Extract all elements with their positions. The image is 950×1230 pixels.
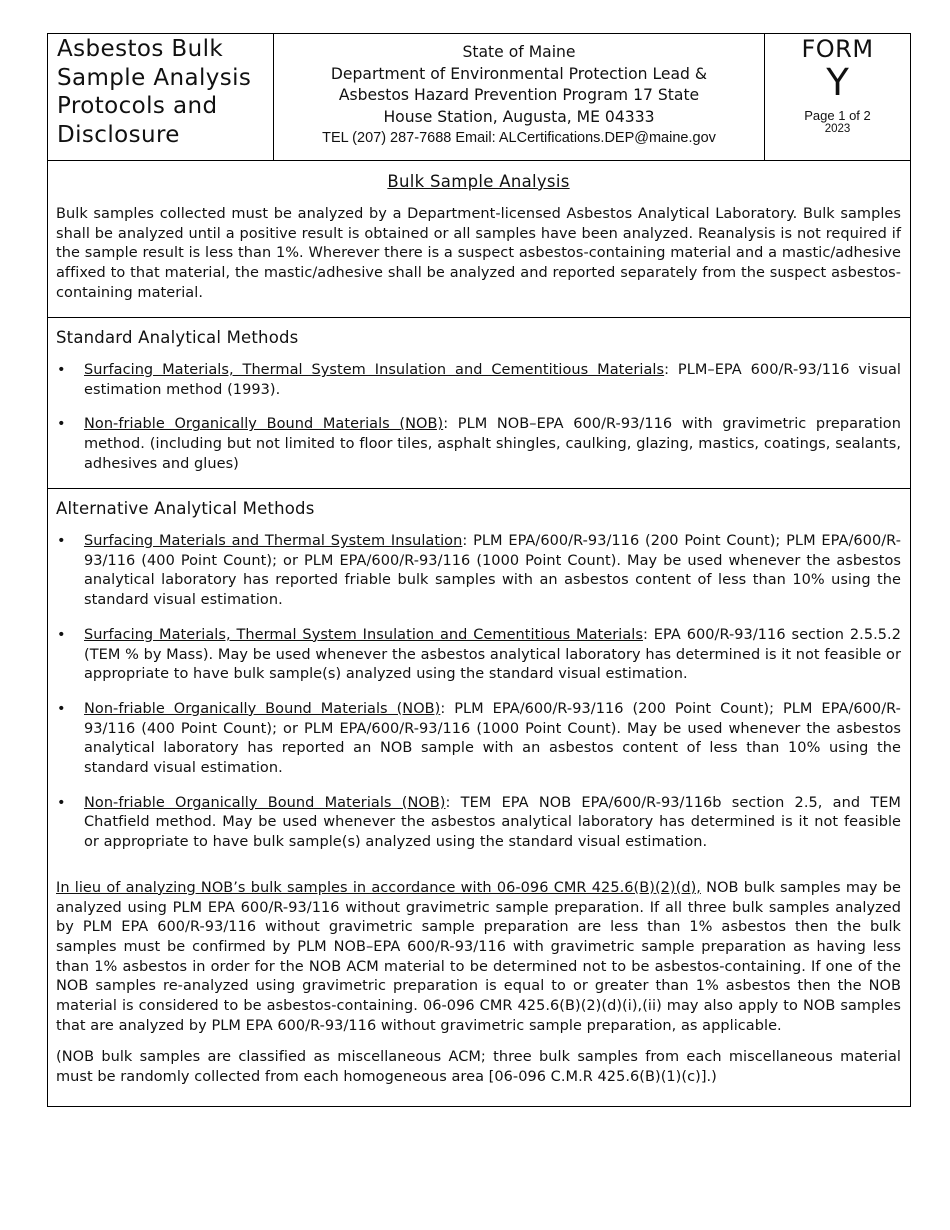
list-item	[56, 794, 901, 853]
title-line: Protocols and	[57, 93, 218, 119]
section-title: Alternative Analytical Methods	[56, 499, 315, 518]
label-separator: :	[462, 533, 474, 549]
standard-methods-section	[48, 318, 910, 489]
method-text: PLM EPA/600/R-93/116 (200 Point Count); PLM EPA/600/R-93/116 (400 Point Count); or PLM EPA/600/R-93/116 (1000 Point Count). May be used whenever the asbestos analytical laboratory has reported an NOB sample with an asbestos content of less than 10% using the standard visual estimation.	[84, 700, 901, 777]
label-separator: :	[443, 416, 458, 433]
document-title	[48, 34, 274, 160]
title-line: Sample Analysis	[57, 64, 252, 91]
section-title: Standard Analytical Methods	[56, 328, 299, 347]
method-label: Non-friable Organically Bound Materials (NOB)	[84, 416, 444, 433]
method-label: Surfacing Materials, Thermal System Insulation and Cementitious Materials	[84, 362, 665, 378]
standard-methods-list	[56, 361, 901, 475]
label-separator: :	[440, 700, 455, 717]
form-letter: Y	[826, 61, 849, 104]
list-item	[56, 700, 901, 779]
section-heading: Bulk Sample Analysis	[387, 172, 570, 191]
label-separator: :	[642, 626, 654, 643]
alternative-methods-section	[48, 489, 910, 1106]
agency-contact: TEL (207) 287-7688 Email: ALCertifications.DEP@maine.gov	[322, 130, 716, 146]
title-line: Asbestos Bulk	[57, 36, 224, 62]
method-text: PLM NOB–EPA 600/R-93/116 with gravimetric preparation method. (including but not limited to floor tiles, asphalt shingles, caulking, glazing, mastics, coatings, sealants, adhesives and glues)	[84, 416, 901, 472]
label-separator: :	[664, 362, 678, 378]
title-line: Disclosure	[57, 121, 180, 148]
method-text: PLM EPA/600/R-93/116 (200 Point Count); PLM EPA/600/R-93/116 (400 Point Count); or PLM EPA/600/R-93/116 (1000 Point Count). May be used whenever the asbestos analytical laboratory has reported friable bulk samples with an asbestos content of less than 10% using the standard visual estimation.	[84, 533, 901, 609]
method-text: TEM EPA NOB EPA/600/R-93/116b section 2.5, and TEM Chatfield method. May be used whenever the asbestos analytical laboratory has determined is it not feasible or appropriate to have bulk sample(s) analyzed using the standard visual estimation.	[84, 794, 901, 851]
alternative-methods-list	[56, 532, 901, 853]
agency-department: Department of Environmental Protection Lead &	[330, 64, 708, 83]
bulk-sample-analysis-section	[48, 161, 910, 318]
method-text: EPA 600/R-93/116 section 2.5.5.2 (TEM % by Mass). May be used whenever the asbestos analytical laboratory has determined is it not feasible or appropriate to have bulk sample(s) analyzed using the standard visual estimation.	[84, 626, 901, 683]
nob-analysis-paragraph	[56, 879, 901, 1037]
agency-info	[274, 34, 765, 160]
page-number: Page 1 of 2	[804, 108, 871, 123]
form-header	[48, 34, 910, 161]
form-document	[47, 33, 911, 1107]
list-item	[56, 361, 901, 400]
form-id-block	[765, 34, 910, 160]
agency-program: Asbestos Hazard Prevention Program 17 State	[338, 86, 700, 104]
nob-paragraph-text: NOB bulk samples may be analyzed using PLM EPA 600/R-93/116 without gravimetric sample preparation. If all three bulk samples analyzed by PLM EPA 600/R-93/116 without gravimetric sample preparation are less than 1% asbestos then the bulk samples must be confirmed by PLM NOB–EPA 600/R-93/116 with gravimetric sample preparation as having less than 1% asbestos in order for the NOB ACM material to be determined not to be asbestos-containing. If one of the NOB samples re-analyzed using gravimetric preparation is equal to or greater than 1% asbestos then the NOB material is considered to be asbestos-containing. 06-096 CMR 425.6(B)(2)(d)(i),(ii) may also apply to NOB samples that are analyzed by PLM EPA 600/R-93/116 without gravimetric sample preparation, as applicable.	[56, 879, 902, 1034]
list-item	[56, 532, 901, 611]
form-label: FORM	[801, 35, 874, 63]
agency-state: State of Maine	[462, 43, 576, 61]
method-label: Surfacing Materials, Thermal System Insulation and Cementitious Materials	[84, 626, 643, 643]
method-text: PLM–EPA 600/R-93/116 visual estimation method (1993).	[84, 362, 901, 398]
nob-paragraph-lead: In lieu of analyzing NOB’s bulk samples in accordance with 06-096 CMR 425.6(B)(2)(d),	[56, 879, 701, 896]
method-label: Surfacing Materials and Thermal System Insulation	[84, 533, 463, 549]
agency-address: House Station, Augusta, ME 04333	[383, 107, 655, 126]
form-year: 2023	[824, 123, 851, 135]
list-item	[56, 415, 901, 474]
list-item	[56, 626, 901, 685]
method-label: Non-friable Organically Bound Materials (NOB)	[84, 700, 441, 717]
closing-note: (NOB bulk samples are classified as miscellaneous ACM; three bulk samples from each miscellaneous material must be randomly collected from each homogeneous area [06-096 C.M.R 425.6(B)(1)(c)].)	[56, 1049, 901, 1086]
method-label: Non-friable Organically Bound Materials (NOB)	[84, 794, 446, 811]
label-separator: :	[445, 794, 461, 811]
bulk-sample-body: Bulk samples collected must be analyzed by a Department-licensed Asbestos Analytical Laboratory. Bulk samples shall be analyzed until a positive result is obtained or all samples have been analyzed. Reanalysis is not required if the sample result is less than 1%. Wherever there is a suspect asbestos-containing material and a mastic/adhesive affixed to that material, the mastic/adhesive shall be analyzed and reported separately from the suspect asbestos-containing material.	[56, 206, 901, 301]
